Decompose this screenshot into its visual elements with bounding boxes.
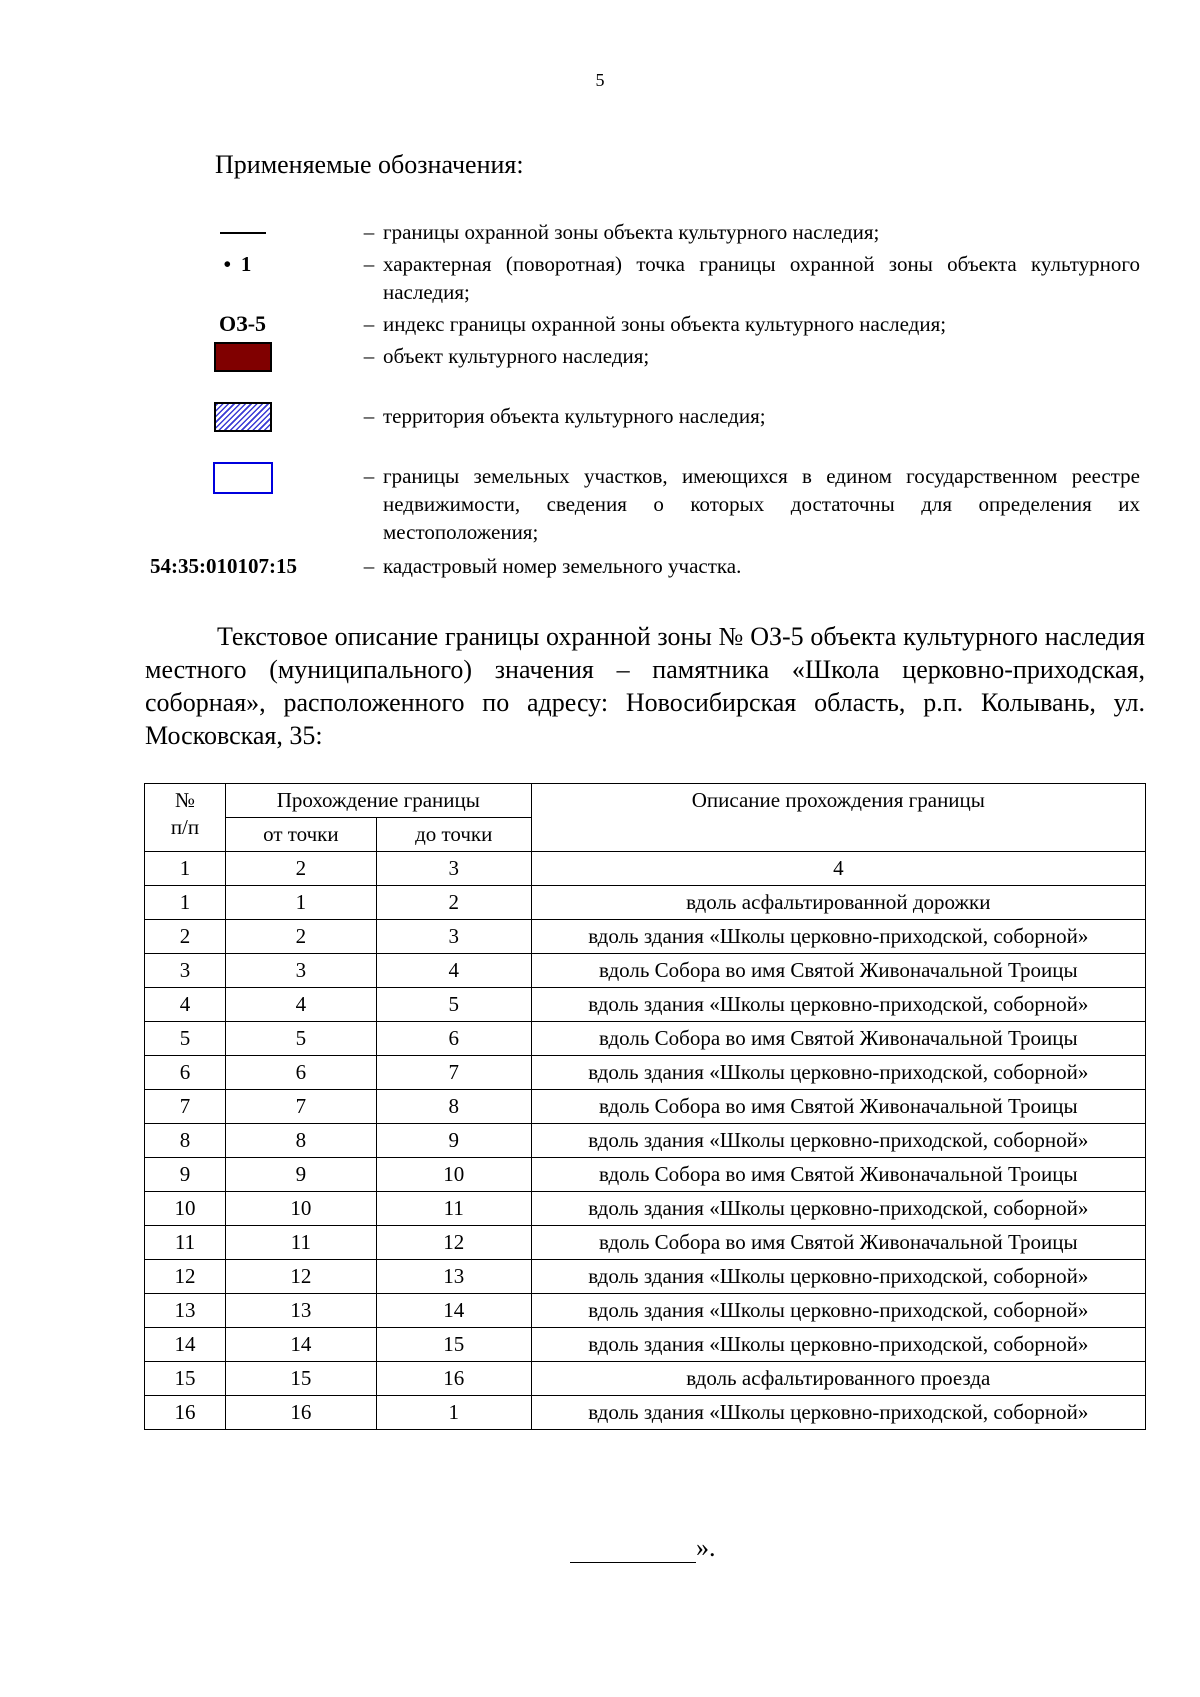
header-passage: Прохождение границы — [225, 784, 531, 818]
row-description-cell: вдоль здания «Школы церковно-приходской, соборной» — [531, 1260, 1145, 1294]
row-to-cell: 1 — [376, 1396, 531, 1430]
legend-item-point — [150, 250, 1140, 306]
table-row — [145, 1328, 1146, 1362]
legend-item-index — [150, 310, 1140, 338]
legend-title: Применяемые обозначения: — [215, 150, 524, 179]
column-number: 3 — [376, 852, 531, 886]
column-number: 2 — [225, 852, 376, 886]
row-num-cell: 9 — [145, 1158, 226, 1192]
row-description-cell: вдоль здания «Школы церковно-приходской, соборной» — [531, 1396, 1145, 1430]
table-row — [145, 1056, 1146, 1090]
legend-dash: – — [363, 252, 375, 276]
legend-dash: – — [363, 220, 375, 244]
row-to-cell: 9 — [376, 1124, 531, 1158]
row-description-cell: вдоль здания «Школы церковно-приходской, соборной» — [531, 1192, 1145, 1226]
table-row — [145, 988, 1146, 1022]
row-description-cell: вдоль здания «Школы церковно-приходской, соборной» — [531, 1124, 1145, 1158]
legend-item-heritage-territory — [150, 402, 1140, 458]
row-to-cell: 10 — [376, 1158, 531, 1192]
header-num-label: № п/п — [170, 788, 200, 839]
row-to-cell: 7 — [376, 1056, 531, 1090]
row-to-cell: 14 — [376, 1294, 531, 1328]
legend-dash: – — [363, 554, 375, 578]
row-to-cell: 2 — [376, 886, 531, 920]
row-num-cell: 14 — [145, 1328, 226, 1362]
row-from-cell: 2 — [225, 920, 376, 954]
row-description-cell: вдоль Собора во имя Святой Живоначальной Троицы — [531, 1226, 1145, 1260]
row-description-cell: вдоль здания «Школы церковно-приходской, соборной» — [531, 920, 1145, 954]
row-from-cell: 8 — [225, 1124, 376, 1158]
footer-blank-line — [570, 1536, 696, 1563]
legend-dash: – — [363, 312, 375, 336]
row-num-cell: 12 — [145, 1260, 226, 1294]
table-row — [145, 886, 1146, 920]
row-num-cell: 1 — [145, 886, 226, 920]
row-from-cell: 15 — [225, 1362, 376, 1396]
row-to-cell: 13 — [376, 1260, 531, 1294]
row-num-cell: 6 — [145, 1056, 226, 1090]
row-from-cell: 11 — [225, 1226, 376, 1260]
row-to-cell: 5 — [376, 988, 531, 1022]
row-num-cell: 16 — [145, 1396, 226, 1430]
zone-index-label: ОЗ-5 — [218, 311, 267, 336]
row-from-cell: 4 — [225, 988, 376, 1022]
row-num-cell: 15 — [145, 1362, 226, 1396]
row-from-cell: 6 — [225, 1056, 376, 1090]
table-row — [145, 1260, 1146, 1294]
legend-text: характерная (поворотная) точка границы охранной зоны объекта культурного наследия; — [383, 252, 1140, 304]
row-to-cell: 4 — [376, 954, 531, 988]
row-to-cell: 12 — [376, 1226, 531, 1260]
table-body — [145, 852, 1146, 1430]
row-to-cell: 8 — [376, 1090, 531, 1124]
table-row — [145, 1226, 1146, 1260]
row-to-cell: 6 — [376, 1022, 531, 1056]
legend-dash: – — [363, 464, 375, 488]
table-row — [145, 1124, 1146, 1158]
table-row — [145, 920, 1146, 954]
legend-text: границы земельных участков, имеющихся в едином государственном реестре недвижимости, сведения о которых достаточны для определения их местоположения; — [383, 464, 1140, 544]
table-row — [145, 1294, 1146, 1328]
row-from-cell: 13 — [225, 1294, 376, 1328]
row-from-cell: 1 — [225, 886, 376, 920]
legend — [150, 210, 1140, 580]
legend-text: территория объекта культурного наследия; — [383, 404, 766, 428]
legend-text: границы охранной зоны объекта культурного наследия; — [383, 220, 880, 244]
row-description-cell: вдоль асфальтированной дорожки — [531, 886, 1145, 920]
point-marker-icon: • — [223, 252, 231, 276]
heritage-object-swatch-icon — [214, 342, 272, 372]
point-marker-label: 1 — [240, 252, 252, 276]
row-to-cell: 16 — [376, 1362, 531, 1396]
legend-item-cadastral-number — [150, 552, 1140, 580]
row-description-cell: вдоль Собора во имя Святой Живоначальной Троицы — [531, 1022, 1145, 1056]
legend-item-heritage-object — [150, 342, 1140, 398]
row-num-cell: 5 — [145, 1022, 226, 1056]
row-description-cell: вдоль Собора во имя Святой Живоначальной Троицы — [531, 1158, 1145, 1192]
page-number: 5 — [595, 70, 605, 90]
row-to-cell: 15 — [376, 1328, 531, 1362]
row-to-cell: 11 — [376, 1192, 531, 1226]
column-number: 4 — [531, 852, 1145, 886]
row-description-cell: вдоль здания «Школы церковно-приходской, соборной» — [531, 1056, 1145, 1090]
row-from-cell: 7 — [225, 1090, 376, 1124]
row-num-cell: 10 — [145, 1192, 226, 1226]
table-row — [145, 1090, 1146, 1124]
legend-item-land-parcel — [150, 462, 1140, 546]
header-to: до точки — [376, 818, 531, 852]
row-num-cell: 4 — [145, 988, 226, 1022]
legend-text: кадастровый номер земельного участка. — [383, 554, 742, 578]
row-from-cell: 16 — [225, 1396, 376, 1430]
legend-item-boundary — [150, 218, 1140, 246]
row-from-cell: 12 — [225, 1260, 376, 1294]
row-to-cell: 3 — [376, 920, 531, 954]
row-num-cell: 13 — [145, 1294, 226, 1328]
header-from: от точки — [225, 818, 376, 852]
boundary-line-icon — [220, 232, 266, 234]
table-row — [145, 1158, 1146, 1192]
legend-text: индекс границы охранной зоны объекта культурного наследия; — [383, 312, 947, 336]
row-description-cell: вдоль асфальтированного проезда — [531, 1362, 1145, 1396]
row-description-cell: вдоль Собора во имя Святой Живоначальной Троицы — [531, 954, 1145, 988]
table-row — [145, 1192, 1146, 1226]
row-num-cell: 8 — [145, 1124, 226, 1158]
row-from-cell: 10 — [225, 1192, 376, 1226]
row-from-cell: 3 — [225, 954, 376, 988]
footer-closing-quote: ». — [696, 1533, 716, 1562]
land-parcel-outline-icon — [213, 462, 273, 494]
footer-mark — [570, 1533, 716, 1563]
legend-dash: – — [363, 344, 375, 368]
column-number-row — [145, 852, 1146, 886]
legend-text: объект культурного наследия; — [383, 344, 650, 368]
heritage-territory-hatch-icon — [214, 402, 272, 432]
row-description-cell: вдоль здания «Школы церковно-приходской, соборной» — [531, 1294, 1145, 1328]
row-num-cell: 11 — [145, 1226, 226, 1260]
row-num-cell: 7 — [145, 1090, 226, 1124]
row-from-cell: 5 — [225, 1022, 376, 1056]
column-number: 1 — [145, 852, 226, 886]
row-description-cell: вдоль здания «Школы церковно-приходской, соборной» — [531, 1328, 1145, 1362]
row-description-cell: вдоль Собора во имя Святой Живоначальной Троицы — [531, 1090, 1145, 1124]
row-from-cell: 9 — [225, 1158, 376, 1192]
row-num-cell: 3 — [145, 954, 226, 988]
boundary-table — [144, 783, 1146, 1430]
boundary-description-paragraph: Текстовое описание границы охранной зоны № ОЗ-5 объекта культурного наследия местного (муниципального) значения – памятника «Школа церковно-приходская, соборная», расположенного по адресу: Новосибирская область, р.п. Колывань, ул. Московская, 35: — [145, 622, 1145, 750]
row-from-cell: 14 — [225, 1328, 376, 1362]
table-row — [145, 954, 1146, 988]
table-row — [145, 1362, 1146, 1396]
row-description-cell: вдоль здания «Школы церковно-приходской, соборной» — [531, 988, 1145, 1022]
header-description: Описание прохождения границы — [531, 784, 1145, 852]
table-header-row — [145, 784, 1146, 818]
row-num-cell: 2 — [145, 920, 226, 954]
table-row — [145, 1396, 1146, 1430]
cadastral-number-label: 54:35:010107:15 — [150, 554, 297, 578]
legend-dash: – — [363, 404, 375, 428]
header-num — [145, 784, 226, 852]
table-row — [145, 1022, 1146, 1056]
